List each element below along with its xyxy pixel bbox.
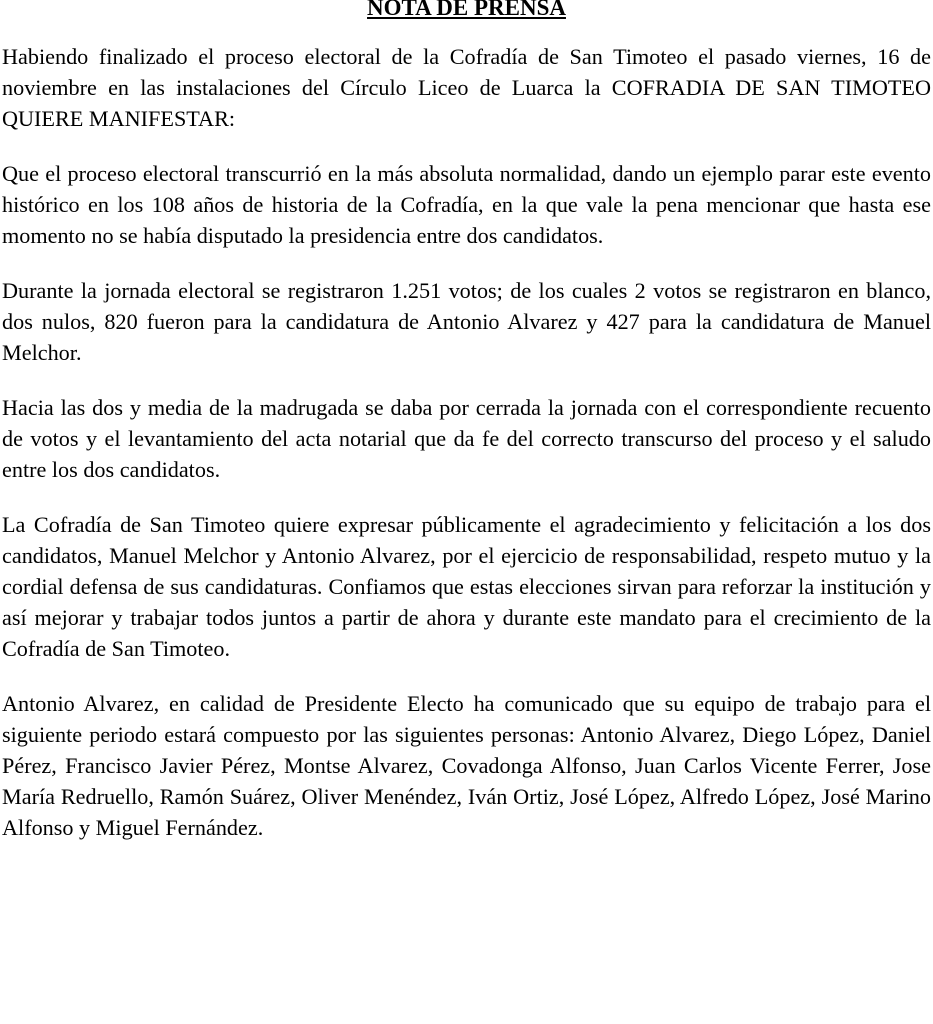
paragraph-normality: Que el proceso electoral transcurrió en la más absoluta normalidad, dando un ejemplo parar este evento histórico en los 108 años de historia de la Cofradía, en la que vale la pena mencionar que hasta ese momento no se había disputado la presidencia entre dos candidatos. [2,161,931,248]
paragraph-vote-results: Durante la jornada electoral se registraron 1.251 votos; de los cuales 2 votos se registraron en blanco, dos nulos, 820 fueron para la candidatura de Antonio Alvarez y 427 para la candidatura de Manuel Melchor. [2,278,931,365]
paragraph-closing: Hacia las dos y media de la madrugada se daba por cerrada la jornada con el correspondiente recuento de votos y el levantamiento del acta notarial que da fe del correcto transcurso del proceso y el saludo entre los dos candidatos. [2,395,931,482]
document-title: NOTA DE PRENSA [367,0,566,20]
paragraph-team: Antonio Alvarez, en calidad de Presidente Electo ha comunicado que su equipo de trabajo para el siguiente periodo estará compuesto por las siguientes personas: Antonio Alvarez, Diego López, Daniel Pérez, Francisco Javier Pérez, Montse Alvarez, Covadonga Alfonso, Juan Carlos Vicente Ferrer, Jose María Redruello, Ramón Suárez, Oliver Menéndez, Iván Ortiz, José López, Alfredo López, José Marino Alfonso y Miguel Fernández. [2,691,931,840]
paragraph-thanks: La Cofradía de San Timoteo quiere expresar públicamente el agradecimiento y felicitación a los dos candidatos, Manuel Melchor y Antonio Alvarez, por el ejercicio de responsabilidad, respeto mutuo y la cordial defensa de sus candidaturas. Confiamos que estas elecciones sirvan para reforzar la institución y así mejorar y trabajar todos juntos a partir de ahora y durante este mandato para el crecimiento de la Cofradía de San Timoteo. [2,512,931,661]
paragraph-intro: Habiendo finalizado el proceso electoral de la Cofradía de San Timoteo el pasado viernes, 16 de noviembre en las instalaciones del Círculo Liceo de Luarca la COFRADIA DE SAN TIMOTEO QUIERE MANIFESTAR: [2,44,931,131]
